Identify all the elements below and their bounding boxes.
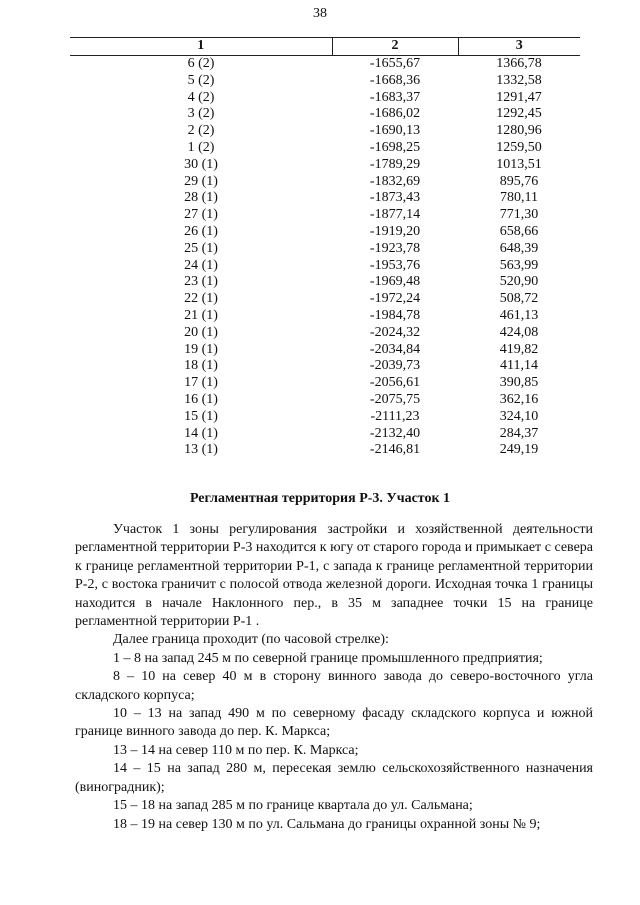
point-id-cell: 21 (1): [184, 307, 218, 323]
x-coordinate-cell: -1698,25: [369, 139, 421, 155]
table-row: [70, 56, 580, 73]
paragraph: Участок 1 зоны регулирования застройки и хозяйственной деятельности регламентной территории Р-3 находится к югу от старого города и примыкает с севера к границе регламентной территории Р-1, с запада к границе регламентной территории Р-2, с востока граничит с полосой отвода железной дороги. Исходная точка 1 границы находится в начале Наклонного пер., в 35 м западнее точки 15 на границе регламентной территории Р-1 .: [75, 522, 593, 630]
point-id-cell: 5 (2): [187, 72, 215, 88]
x-coordinate-cell: -1690,13: [369, 123, 421, 139]
x-coordinate-cell: -1923,78: [369, 240, 421, 256]
table-row: [70, 308, 580, 325]
y-coordinate-cell: 419,82: [499, 341, 539, 357]
x-coordinate-cell: -1789,29: [369, 156, 421, 172]
x-coordinate-cell: -2056,61: [369, 375, 421, 391]
x-coordinate-cell: -2111,23: [370, 408, 420, 424]
paragraph: Далее граница проходит (по часовой стрелке):: [113, 632, 389, 648]
point-id-cell: 22 (1): [184, 291, 218, 307]
y-coordinate-cell: 284,37: [499, 425, 539, 441]
y-coordinate-cell: 508,72: [499, 291, 539, 307]
point-id-cell: 25 (1): [184, 240, 218, 256]
table-row: [70, 73, 580, 90]
table-row: [70, 258, 580, 275]
paragraph: 8 – 10 на север 40 м в сторону винного завода до северо-восточного угла складского корпуса;: [75, 669, 593, 703]
paragraph: 1 – 8 на запад 245 м по северной границе промышленного предприятия;: [113, 650, 543, 666]
y-coordinate-cell: 563,99: [499, 257, 539, 273]
point-id-cell: 29 (1): [184, 173, 218, 189]
x-coordinate-cell: -1877,14: [369, 207, 421, 223]
x-coordinate-cell: -2039,73: [369, 358, 421, 374]
table-row: [70, 426, 580, 443]
point-id-cell: 23 (1): [184, 274, 218, 290]
table-row: [70, 241, 580, 258]
table-body: [70, 56, 580, 460]
table-row: [70, 358, 580, 375]
x-coordinate-cell: -1683,37: [369, 89, 421, 105]
x-coordinate-cell: -1969,48: [369, 274, 421, 290]
x-coordinate-cell: -1686,02: [369, 106, 421, 122]
x-coordinate-cell: -1984,78: [369, 307, 421, 323]
y-coordinate-cell: 461,13: [499, 307, 539, 323]
y-coordinate-cell: 1291,47: [496, 89, 542, 105]
y-coordinate-cell: 1332,58: [496, 72, 542, 88]
point-id-cell: 27 (1): [184, 207, 218, 223]
point-id-cell: 28 (1): [184, 190, 218, 206]
y-coordinate-cell: 771,30: [499, 207, 539, 223]
point-id-cell: 26 (1): [184, 223, 218, 239]
y-coordinate-cell: 1366,78: [496, 56, 542, 71]
point-id-cell: 30 (1): [184, 156, 218, 172]
y-coordinate-cell: 780,11: [500, 190, 538, 206]
y-coordinate-cell: 1280,96: [496, 123, 542, 139]
point-id-cell: 20 (1): [184, 324, 218, 340]
x-coordinate-cell: -1668,36: [369, 72, 421, 88]
y-coordinate-cell: 1013,51: [496, 156, 542, 172]
x-coordinate-cell: -1919,20: [369, 223, 421, 239]
y-coordinate-cell: 424,08: [499, 324, 539, 340]
coordinates-table: [70, 37, 580, 459]
table-row: [70, 157, 580, 174]
column-header-2: 2: [332, 38, 458, 56]
point-id-cell: 13 (1): [184, 442, 218, 458]
table-row: [70, 140, 580, 157]
table-row: [70, 409, 580, 426]
point-id-cell: 6 (2): [187, 56, 215, 71]
column-header-3: 3: [458, 38, 580, 56]
y-coordinate-cell: 1259,50: [496, 139, 542, 155]
paragraph: 18 – 19 на север 130 м по ул. Сальмана до границы охранной зоны № 9;: [113, 816, 541, 832]
point-id-cell: 15 (1): [184, 408, 218, 424]
x-coordinate-cell: -2034,84: [369, 341, 421, 357]
y-coordinate-cell: 648,39: [499, 240, 539, 256]
table-header: [70, 38, 580, 56]
y-coordinate-cell: 411,14: [500, 358, 538, 374]
point-id-cell: 18 (1): [184, 358, 218, 374]
x-coordinate-cell: -1832,69: [369, 173, 421, 189]
table-row: [70, 123, 580, 140]
table-row: [70, 106, 580, 123]
x-coordinate-cell: -2146,81: [369, 442, 421, 458]
y-coordinate-cell: 520,90: [499, 274, 539, 290]
table-row: [70, 190, 580, 207]
table-header-row: [70, 38, 580, 56]
point-id-cell: 24 (1): [184, 257, 218, 273]
table-row: [70, 375, 580, 392]
table-row: [70, 291, 580, 308]
paragraph: 13 – 14 на север 110 м по пер. К. Маркса;: [113, 742, 359, 758]
y-coordinate-cell: 362,16: [499, 391, 539, 407]
y-coordinate-cell: 895,76: [499, 173, 539, 189]
point-id-cell: 4 (2): [187, 89, 215, 105]
page-number: 38: [313, 6, 327, 21]
x-coordinate-cell: -1655,67: [369, 56, 421, 71]
x-coordinate-cell: -1972,24: [369, 291, 421, 307]
table-row: [70, 90, 580, 107]
point-id-cell: 2 (2): [187, 123, 215, 139]
x-coordinate-cell: -2024,32: [369, 324, 421, 340]
point-id-cell: 19 (1): [184, 341, 218, 357]
y-coordinate-cell: 324,10: [499, 408, 539, 424]
table-row: [70, 325, 580, 342]
table-row: [70, 174, 580, 191]
y-coordinate-cell: 658,66: [499, 223, 539, 239]
point-id-cell: 16 (1): [184, 391, 218, 407]
column-header-1: 1: [70, 38, 332, 56]
x-coordinate-cell: -1873,43: [369, 190, 421, 206]
y-coordinate-cell: 390,85: [499, 375, 539, 391]
x-coordinate-cell: -2075,75: [369, 391, 421, 407]
point-id-cell: 3 (2): [187, 106, 215, 122]
body-text: [75, 521, 593, 834]
paragraph: 10 – 13 на запад 490 м по северному фасаду складского корпуса и южной границе винного завода до пер. К. Маркса;: [75, 706, 593, 740]
paragraph: 15 – 18 на запад 285 м по границе квартала до ул. Сальмана;: [113, 798, 473, 814]
table-row: [70, 392, 580, 409]
table-row: [70, 207, 580, 224]
point-id-cell: 1 (2): [187, 139, 215, 155]
paragraph: 14 – 15 на запад 280 м, пересекая землю сельскохозяйственного назначения (виноградник);: [75, 761, 593, 795]
table-row: [70, 224, 580, 241]
table-row: [70, 442, 580, 459]
section-title: Регламентная территория Р-3. Участок 1: [189, 491, 451, 506]
point-id-cell: 14 (1): [184, 425, 218, 441]
y-coordinate-cell: 249,19: [499, 442, 539, 458]
point-id-cell: 17 (1): [184, 375, 218, 391]
x-coordinate-cell: -2132,40: [369, 425, 421, 441]
table-row: [70, 342, 580, 359]
y-coordinate-cell: 1292,45: [496, 106, 542, 122]
table-row: [70, 274, 580, 291]
x-coordinate-cell: -1953,76: [369, 257, 421, 273]
